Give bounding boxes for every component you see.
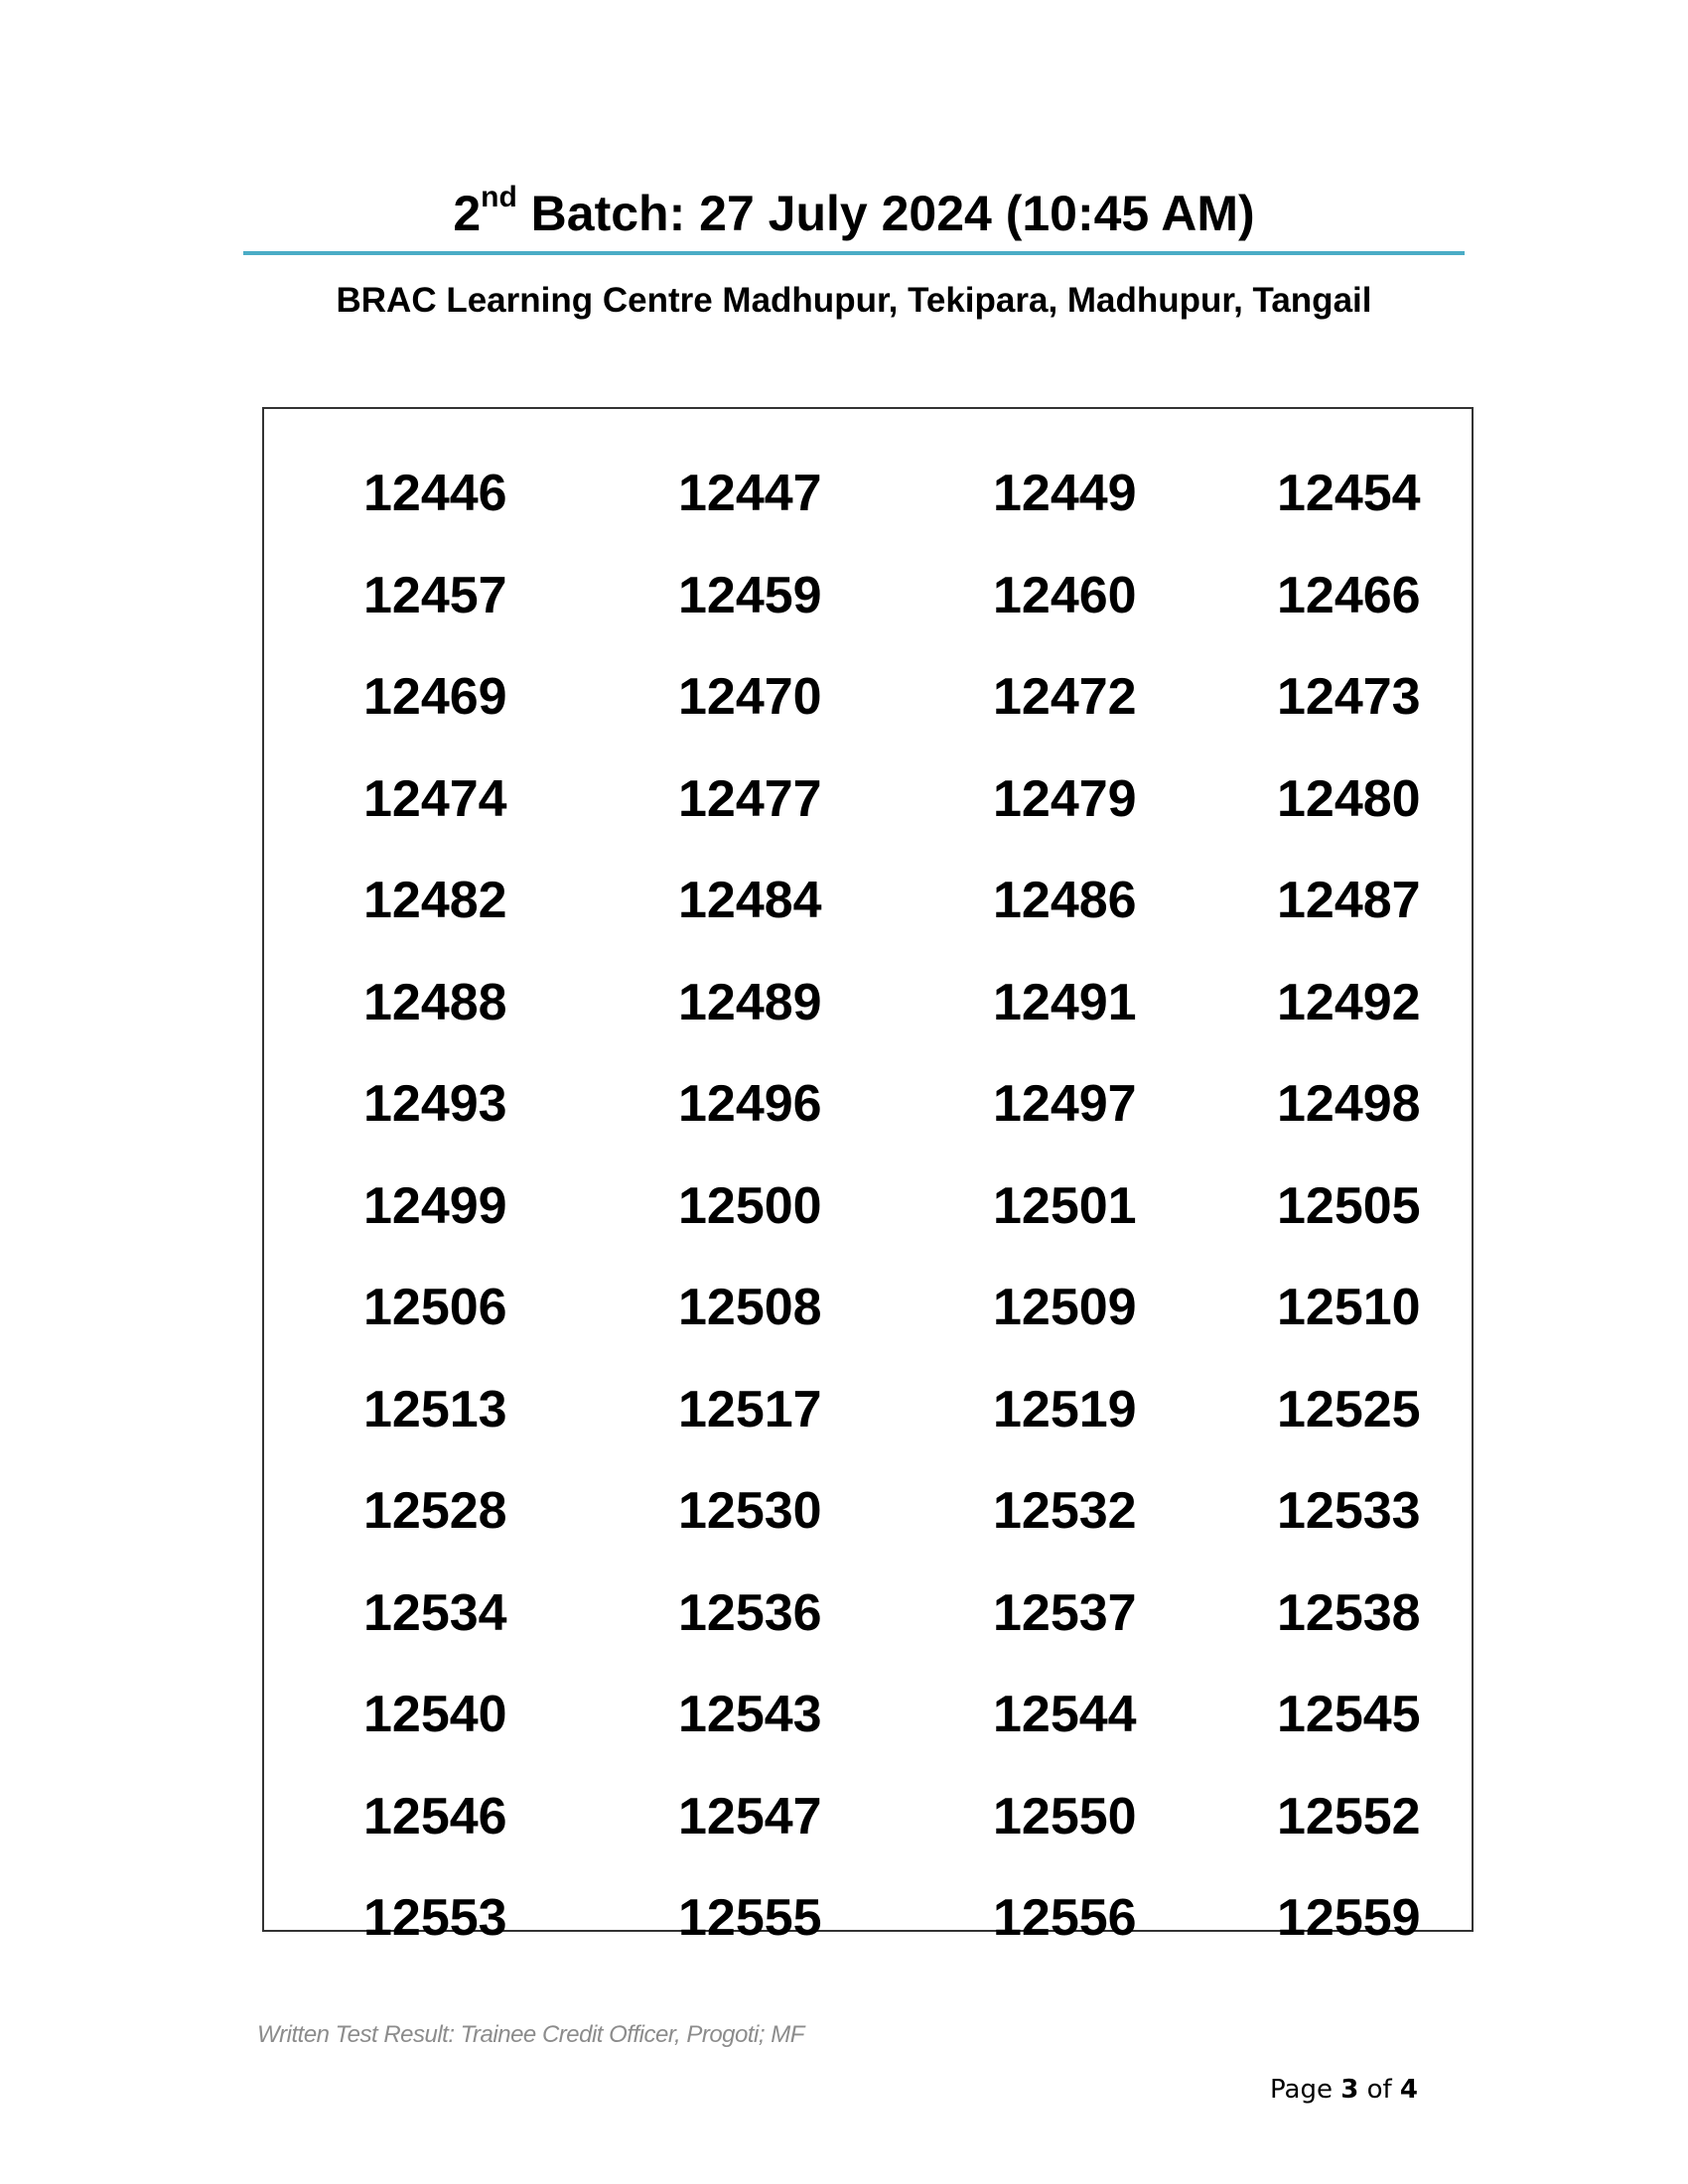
- roll-number-cell: 12543: [678, 1686, 822, 1744]
- roll-number-cell: 12486: [993, 872, 1137, 930]
- roll-number-cell: 12498: [1277, 1075, 1421, 1134]
- heading-underline: [243, 251, 1465, 255]
- roll-number-cell: 12540: [363, 1686, 507, 1744]
- roll-number-cell: 12519: [993, 1380, 1137, 1438]
- roll-number-cell: 12546: [363, 1787, 507, 1845]
- roll-row: [264, 443, 1472, 545]
- roll-number-cell: 12474: [363, 769, 507, 828]
- roll-number-cell: 12466: [1277, 566, 1421, 624]
- roll-number-cell: 12505: [1277, 1176, 1421, 1235]
- roll-number-cell: 12517: [678, 1380, 822, 1438]
- roll-number-cell: 12493: [363, 1075, 507, 1134]
- page-total: 4: [1399, 2075, 1418, 2105]
- roll-number-cell: 12480: [1277, 769, 1421, 828]
- batch-date-time: Batch: 27 July 2024 (10:45 AM): [516, 186, 1255, 241]
- roll-number-table: [264, 443, 1472, 1970]
- roll-number-cell: 12552: [1277, 1787, 1421, 1845]
- roll-number-cell: 12528: [363, 1482, 507, 1541]
- roll-number-cell: 12545: [1277, 1686, 1421, 1744]
- row-indent: [264, 952, 363, 1054]
- row-indent: [264, 1460, 363, 1563]
- footer-note: Written Test Result: Trainee Credit Officer, Progoti; MF: [257, 2021, 804, 2048]
- roll-number-cell: 12449: [993, 465, 1137, 523]
- roll-number-cell: 12470: [678, 668, 822, 727]
- roll-number-cell: 12536: [678, 1583, 822, 1642]
- roll-row: [264, 545, 1472, 647]
- roll-number-cell: 12492: [1277, 973, 1421, 1031]
- roll-number-cell: 12446: [363, 465, 507, 523]
- roll-number-cell: 12559: [1277, 1889, 1421, 1948]
- page-number: [1270, 2075, 1418, 2105]
- roll-row: [264, 1156, 1472, 1258]
- page-prefix: Page: [1270, 2075, 1341, 2105]
- roll-number-cell: 12532: [993, 1482, 1137, 1541]
- roll-number-cell: 12469: [363, 668, 507, 727]
- row-indent: [264, 646, 363, 749]
- roll-number-cell: 12488: [363, 973, 507, 1031]
- roll-number-cell: 12525: [1277, 1380, 1421, 1438]
- roll-number-cell: 12472: [993, 668, 1137, 727]
- roll-number-table-body: [264, 443, 1472, 1970]
- venue-line: BRAC Learning Centre Madhupur, Tekipara, Madhupur, Tangail: [336, 281, 1372, 320]
- row-indent: [264, 1766, 363, 1868]
- roll-number-cell: 12533: [1277, 1482, 1421, 1541]
- roll-number-cell: 12509: [993, 1279, 1137, 1337]
- roll-number-cell: 12487: [1277, 872, 1421, 930]
- roll-number-cell: 12484: [678, 872, 822, 930]
- roll-row: [264, 749, 1472, 851]
- roll-number-cell: 12510: [1277, 1279, 1421, 1337]
- batch-heading: [243, 179, 1465, 248]
- roll-row: [264, 1460, 1472, 1563]
- roll-number-cell: 12530: [678, 1482, 822, 1541]
- row-indent: [264, 850, 363, 952]
- roll-number-cell: 12534: [363, 1583, 507, 1642]
- row-indent: [264, 1257, 363, 1359]
- roll-number-cell: 12508: [678, 1279, 822, 1337]
- row-indent: [264, 443, 363, 545]
- roll-number-cell: 12499: [363, 1176, 507, 1235]
- roll-row: [264, 1867, 1472, 1970]
- page-of: of: [1358, 2075, 1400, 2105]
- row-indent: [264, 1053, 363, 1156]
- row-indent: [264, 1156, 363, 1258]
- roll-number-cell: 12506: [363, 1279, 507, 1337]
- roll-number-cell: 12457: [363, 566, 507, 624]
- roll-number-cell: 12459: [678, 566, 822, 624]
- roll-number-cell: 12556: [993, 1889, 1137, 1948]
- roll-number-cell: 12491: [993, 973, 1137, 1031]
- row-indent: [264, 1359, 363, 1461]
- roll-number-cell: 12501: [993, 1176, 1137, 1235]
- row-indent: [264, 545, 363, 647]
- roll-number-cell: 12496: [678, 1075, 822, 1134]
- roll-number-cell: 12537: [993, 1583, 1137, 1642]
- page-current: 3: [1340, 2075, 1359, 2105]
- roll-number-cell: 12454: [1277, 465, 1421, 523]
- roll-number-cell: 12500: [678, 1176, 822, 1235]
- roll-number-cell: 12544: [993, 1686, 1137, 1744]
- roll-number-cell: 12497: [993, 1075, 1137, 1134]
- roll-number-cell: 12460: [993, 566, 1137, 624]
- row-indent: [264, 1664, 363, 1766]
- roll-row: [264, 1257, 1472, 1359]
- roll-row: [264, 1766, 1472, 1868]
- roll-number-cell: 12553: [363, 1889, 507, 1948]
- roll-row: [264, 646, 1472, 749]
- roll-number-cell: 12477: [678, 769, 822, 828]
- row-indent: [264, 1563, 363, 1665]
- roll-number-cell: 12550: [993, 1787, 1137, 1845]
- roll-number-cell: 12489: [678, 973, 822, 1031]
- roll-number-cell: 12538: [1277, 1583, 1421, 1642]
- row-indent: [264, 749, 363, 851]
- roll-number-cell: 12547: [678, 1787, 822, 1845]
- roll-number-cell: 12513: [363, 1380, 507, 1438]
- row-indent: [264, 1867, 363, 1970]
- roll-number-box: [262, 407, 1474, 1948]
- roll-row: [264, 1053, 1472, 1156]
- roll-row: [264, 1359, 1472, 1461]
- roll-number-cell: 12482: [363, 872, 507, 930]
- roll-row: [264, 1563, 1472, 1665]
- roll-row: [264, 850, 1472, 952]
- roll-number-cell: 12447: [678, 465, 822, 523]
- roll-row: [264, 952, 1472, 1054]
- batch-number: 2: [453, 186, 482, 241]
- roll-number-cell: 12555: [678, 1889, 822, 1948]
- roll-number-cell: 12473: [1277, 668, 1421, 727]
- roll-number-cell: 12479: [993, 769, 1137, 828]
- batch-ordinal-suffix: nd: [481, 181, 517, 213]
- roll-row: [264, 1664, 1472, 1766]
